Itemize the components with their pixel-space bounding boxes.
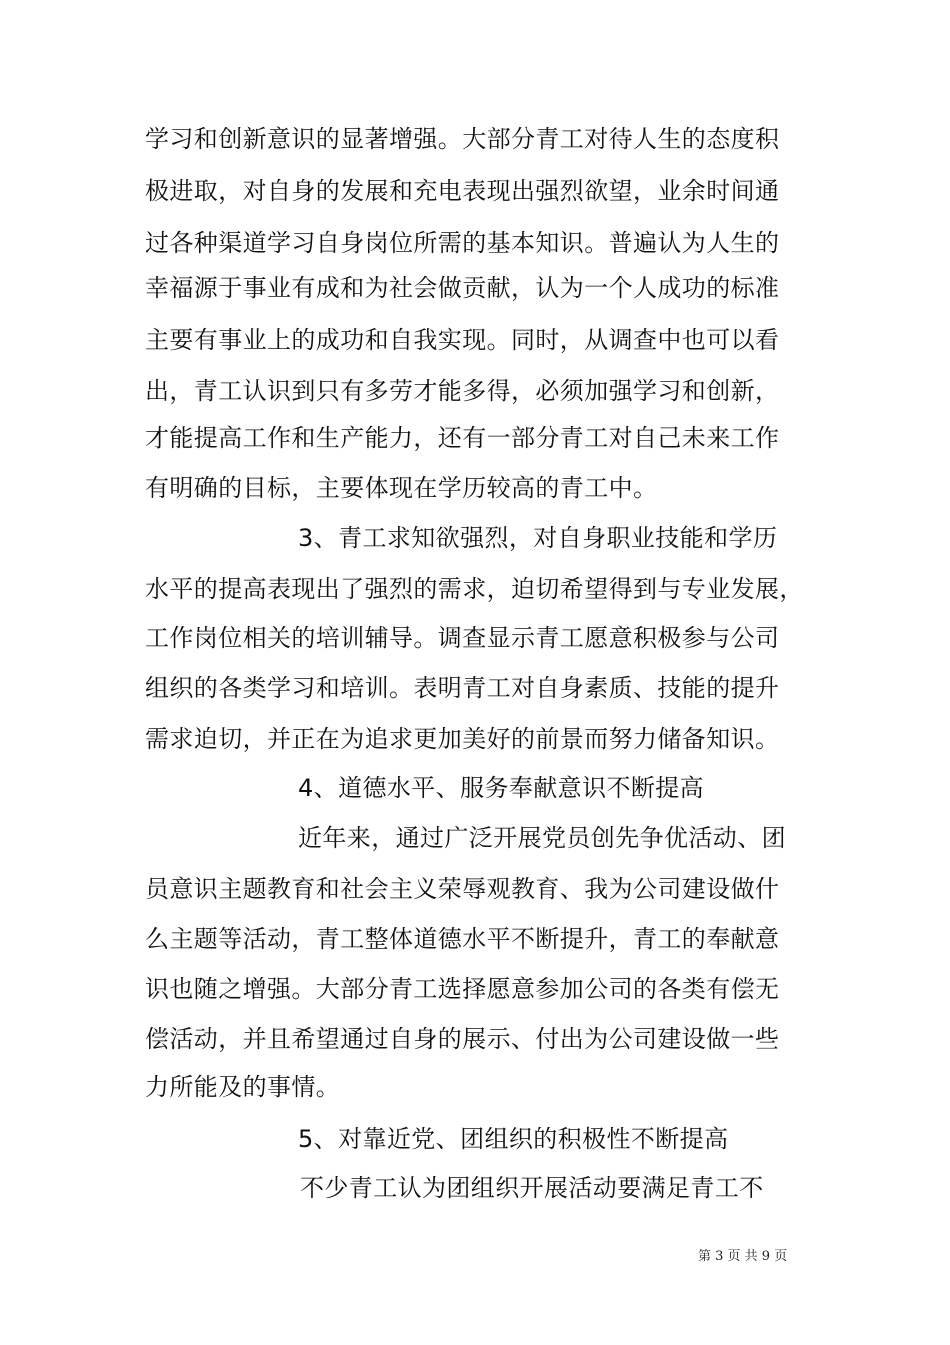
body-text-line: 力所能及的事情。: [145, 1073, 341, 1101]
section-heading-3: 3、青工求知欲强烈，对自身职业技能和学历: [298, 524, 778, 552]
body-text-line: 工作岗位相关的培训辅导。调查显示青工愿意积极参与公司: [145, 624, 780, 652]
paragraph-first-line: 不少青工认为团组织开展活动要满足青工不: [300, 1174, 764, 1202]
body-text-line: 员意识主题教育和社会主义荣辱观教育、我为公司建设做什: [145, 875, 780, 903]
body-text-line: 幸福源于事业有成和为社会做贡献，认为一个人成功的标准: [145, 274, 780, 302]
body-text-line: 组织的各类学习和培训。表明青工对自身素质、技能的提升: [145, 674, 780, 702]
body-text-line: 学习和创新意识的显著增强。大部分青工对待人生的态度积: [145, 125, 780, 153]
body-text-line: 偿活动，并且希望通过自身的展示、付出为公司建设做一些: [145, 1025, 780, 1053]
body-text-line: 才能提高工作和生产能力，还有一部分青工对自己未来工作: [145, 424, 780, 452]
body-text-line: 过各种渠道学习自身岗位所需的基本知识。普遍认为人生的: [145, 229, 780, 257]
body-text-line: 极进取，对自身的发展和充电表现出强烈欲望，业余时间通: [145, 177, 780, 205]
paragraph-first-line: 近年来，通过广泛开展党员创先争优活动、团: [298, 824, 786, 852]
section-heading-4: 4、道德水平、服务奉献意识不断提高: [298, 774, 705, 802]
body-text-line: 有明确的目标，主要体现在学历较高的青工中。: [145, 474, 658, 502]
body-text-line: 么主题等活动，青工整体道德水平不断提升，青工的奉献意: [145, 925, 780, 953]
page-footer: 第 3 页 共 9 页: [698, 1249, 788, 1264]
body-text-line: 主要有事业上的成功和自我实现。同时，从调查中也可以看: [145, 326, 780, 354]
body-text-line: 出，青工认识到只有多劳才能多得，必须加强学习和创新，: [145, 377, 780, 405]
body-text-line: 需求迫切，并正在为追求更加美好的前景而努力储备知识。: [145, 725, 780, 753]
section-heading-5: 5、对靠近党、团组织的积极性不断提高: [298, 1125, 729, 1153]
body-text-line: 识也随之增强。大部分青工选择愿意参加公司的各类有偿无: [145, 975, 780, 1003]
body-text-line: 水平的提高表现出了强烈的需求，迫切希望得到与专业发展，: [145, 575, 804, 603]
